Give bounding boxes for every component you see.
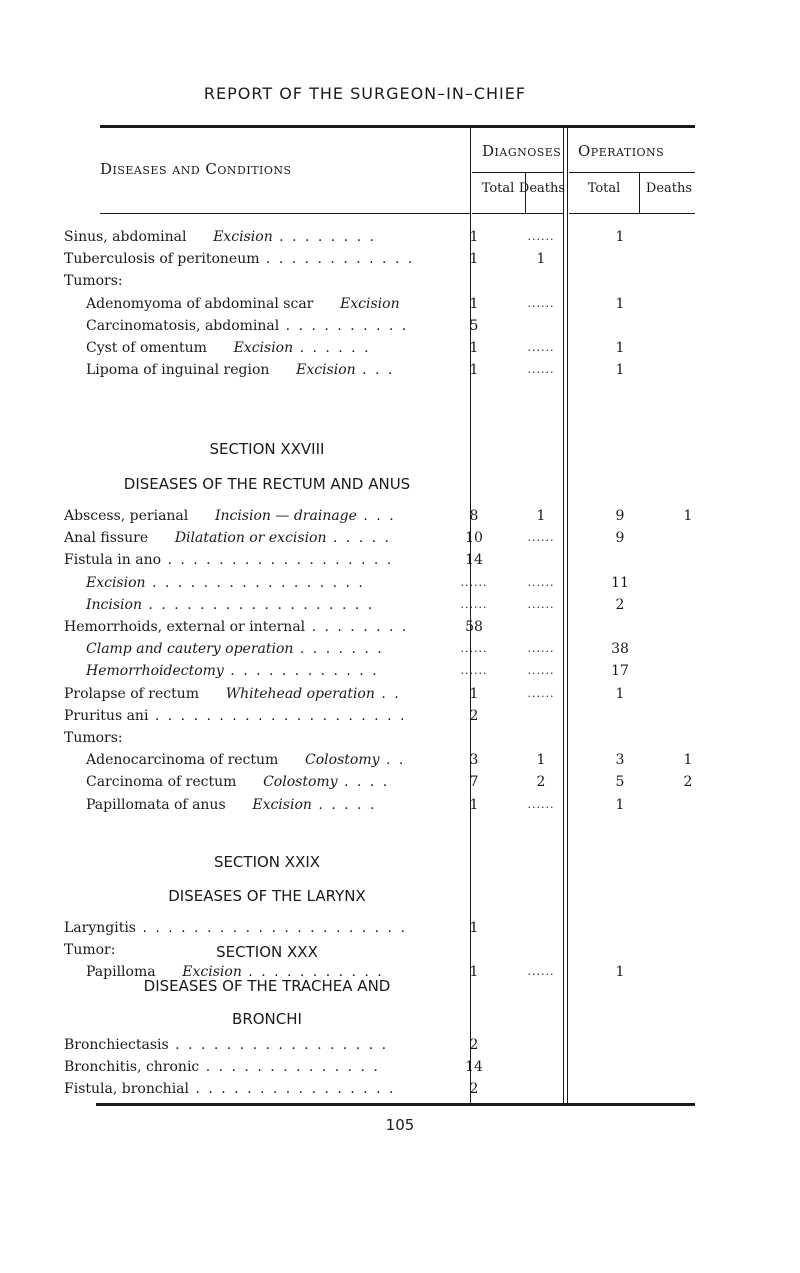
table-row (64, 594, 704, 616)
row-label (64, 549, 462, 571)
condition-name: Tumors: (64, 273, 123, 290)
table-row (64, 638, 704, 660)
row-label (86, 771, 462, 793)
row-label (86, 638, 462, 660)
row-label (86, 293, 462, 315)
table-row (64, 749, 704, 771)
condition-name: Cyst of omentum (86, 340, 207, 356)
subheader-diag-total: Total (481, 181, 515, 196)
dot-leader: . . . . . . (293, 340, 371, 356)
cell-d-deaths: ...... (527, 642, 555, 656)
section-heading: DISEASES OF THE RECTUM AND ANUS (123, 475, 411, 493)
dot-leader: . . . . . . . . (272, 229, 376, 245)
cell-o-total: 1 (615, 295, 625, 312)
cell-o-total: 5 (615, 774, 625, 791)
dot-leader: . . . . . . . . . . . . . . . . . . (141, 596, 375, 613)
procedure-name: Incision (86, 596, 142, 613)
cell-o-total: 38 (611, 641, 629, 658)
cell-d-deaths: ...... (527, 797, 555, 811)
section-heading: BRONCHI (232, 1010, 302, 1028)
cell-d-total: 14 (465, 1059, 483, 1076)
procedure-name: Excision (296, 362, 356, 379)
table-row (64, 527, 704, 549)
condition-name: Carcinoma of rectum (86, 774, 237, 791)
row-label (86, 359, 462, 381)
table-row (64, 794, 704, 816)
subheader-op-total: Total (587, 181, 621, 196)
cell-d-total: 58 (465, 619, 483, 635)
cell-d-deaths: 1 (536, 508, 546, 524)
dot-leader: . . . . . . . . . . . . . . . . . . (161, 552, 394, 569)
cell-d-total: 1 (469, 796, 479, 813)
cell-d-total: 2 (469, 707, 479, 724)
condition-name: Adenocarcinoma of rectum (86, 752, 279, 769)
row-label (64, 917, 462, 939)
row-label (64, 727, 462, 749)
procedure-name: Excision (86, 574, 146, 591)
dot-leader: . . . . . (311, 796, 377, 813)
table-row (64, 771, 704, 793)
cell-d-total: 2 (469, 1081, 479, 1098)
cell-o-total: 3 (615, 752, 625, 769)
cell-o-total: 9 (615, 508, 625, 524)
cell-d-deaths: 2 (536, 774, 546, 791)
procedure-name: Colostomy (305, 752, 380, 769)
cell-o-deaths: 1 (683, 508, 693, 524)
row-label (86, 794, 462, 816)
dot-leader: . . . . . . . . (305, 619, 409, 635)
table-top-rule (100, 125, 695, 128)
dot-leader: . . . . . . . . . . . . . . . . (189, 1081, 396, 1098)
procedure-name: Incision — drainage (214, 508, 357, 524)
column-header-operations: Operations (578, 142, 665, 160)
cell-d-deaths: ...... (527, 575, 555, 589)
cell-d-deaths: ...... (527, 531, 555, 545)
procedure-name: Colostomy (263, 774, 338, 791)
table-row (64, 660, 704, 682)
procedure-name: Clamp and cautery operation (86, 641, 294, 658)
cell-d-total: ...... (460, 597, 488, 611)
cell-d-total: ...... (460, 664, 488, 678)
procedure-name: Hemorrhoidectomy (86, 663, 224, 680)
cell-o-total: 2 (615, 596, 625, 613)
condition-name: Tumor: (64, 942, 116, 959)
cell-o-total: 9 (615, 530, 625, 547)
condition-name: Tumors: (64, 730, 123, 746)
table-row (64, 293, 704, 315)
condition-name: Fistula, bronchial (64, 1081, 190, 1098)
section-heading: SECTION XXIX (213, 853, 321, 871)
header-bottom-rule (569, 213, 695, 214)
table-row (64, 705, 704, 727)
section-heading: DISEASES OF THE TRACHEA AND (143, 977, 391, 995)
cell-o-deaths: 2 (683, 774, 693, 791)
row-label (64, 226, 462, 248)
cell-d-total: 8 (469, 508, 479, 524)
procedure-name: Dilatation or excision (174, 530, 327, 547)
column-header-diagnoses: Diagnoses (482, 142, 562, 160)
table-row (64, 1078, 704, 1100)
row-label (64, 1078, 462, 1100)
table-row (64, 917, 704, 939)
cell-d-total: 1 (469, 362, 479, 379)
cell-d-total: 1 (469, 340, 479, 356)
header-bottom-rule (472, 213, 563, 214)
dot-leader: . . . . . . . . . . . . . . . . . . . . (148, 707, 407, 724)
section-heading: SECTION XXX (216, 943, 318, 961)
condition-name: Anal fissure (64, 530, 149, 547)
table-row (64, 226, 704, 248)
cell-d-deaths: ...... (527, 341, 555, 354)
cell-o-total: 1 (615, 340, 625, 356)
cell-d-total: 14 (465, 552, 483, 569)
cell-d-total: 1 (469, 295, 479, 312)
row-label (64, 270, 462, 292)
cell-d-deaths: ...... (527, 965, 555, 979)
cell-d-total: 7 (469, 774, 479, 791)
column-header-diseases: Diseases and Conditions (100, 160, 292, 178)
cell-d-total: 2 (469, 1037, 479, 1053)
page-number: 105 (385, 1116, 415, 1134)
table-row (64, 727, 704, 749)
cell-d-total: 5 (469, 317, 479, 334)
procedure-name: Excision (213, 229, 273, 245)
row-label (64, 1056, 462, 1078)
condition-name: Hemorrhoids, external or internal (64, 619, 306, 635)
cell-d-total: 1 (469, 964, 479, 981)
section-heading: DISEASES OF THE LARYNX (168, 887, 366, 905)
header-bottom-rule (100, 213, 470, 214)
procedure-name: Excision (340, 295, 400, 312)
row-label (64, 248, 462, 270)
cell-d-total: ...... (460, 642, 488, 656)
dot-leader: . . . . . . . . . . . . . . . . . . . . . (136, 920, 407, 936)
row-label (86, 572, 462, 594)
condition-name: Carcinomatosis, abdominal (86, 317, 280, 334)
dot-leader: . . (374, 685, 401, 702)
dot-leader: . . . . . (326, 530, 392, 547)
condition-name: Tuberculosis of peritoneum (64, 251, 260, 268)
condition-name: Bronchiectasis (64, 1037, 169, 1053)
condition-name: Bronchitis, chronic (64, 1059, 200, 1076)
condition-name: Sinus, abdominal (64, 229, 187, 245)
row-label (86, 315, 462, 337)
procedure-name: Whitehead operation (225, 685, 375, 702)
dot-leader: . . (379, 752, 406, 769)
table-row (64, 359, 704, 381)
section-heading: SECTION XXVIII (209, 440, 325, 458)
dot-leader: . . . (355, 362, 395, 379)
procedure-name: Excision (252, 796, 312, 813)
cell-d-total: 1 (469, 251, 479, 268)
row-label (86, 660, 462, 682)
dot-leader: . . . . . . . . . . . . . . . . . (168, 1037, 389, 1053)
cell-d-total: 10 (465, 530, 483, 547)
cell-d-deaths: ...... (527, 597, 555, 611)
row-label (86, 337, 462, 359)
cell-o-total: 1 (615, 229, 625, 245)
cell-d-deaths: ...... (527, 363, 555, 377)
dot-leader: . . . . . . . . . . (279, 317, 409, 334)
row-label (86, 749, 462, 771)
cell-o-deaths: 1 (683, 752, 693, 769)
dot-leader: . . . . . . . (293, 641, 384, 658)
subheader-diag-deaths: Deaths (518, 181, 566, 196)
table-row (64, 1056, 704, 1078)
cell-d-total: ...... (460, 575, 488, 589)
dot-leader: . . . . . . . . . . . . . . . . . (145, 574, 365, 591)
table-row (64, 616, 704, 638)
row-label (64, 527, 462, 549)
row-label (64, 616, 462, 638)
dot-leader: . . . . (337, 774, 390, 791)
cell-o-total: 11 (611, 574, 629, 591)
row-label (86, 594, 462, 616)
condition-name: Lipoma of inguinal region (86, 362, 270, 379)
header-sub-rule (472, 172, 563, 173)
condition-name: Fistula in ano (64, 552, 162, 569)
table-row (64, 1034, 704, 1056)
cell-d-total: 1 (469, 229, 479, 245)
condition-name: Papillomata of anus (86, 796, 226, 813)
table-row (64, 270, 704, 292)
condition-name: Prolapse of rectum (64, 685, 200, 702)
cell-d-total: 1 (469, 920, 479, 936)
procedure-name: Excision (233, 340, 294, 356)
table-row (64, 337, 704, 359)
dot-leader: . . . . . . . . . . . (241, 964, 384, 981)
table-row (64, 683, 704, 705)
row-label (64, 705, 462, 727)
table-row (64, 248, 704, 270)
cell-d-deaths: 1 (536, 752, 546, 769)
cell-o-total: 1 (615, 362, 625, 379)
cell-d-deaths: ...... (527, 230, 555, 243)
cell-o-total: 1 (615, 685, 625, 702)
cell-d-deaths: ...... (527, 296, 555, 310)
procedure-name: Excision (182, 964, 242, 981)
condition-name: Laryngitis (64, 920, 136, 936)
dot-leader: . . . . . . . . . . . . (223, 663, 379, 680)
condition-name: Adenomyoma of abdominal scar (86, 295, 314, 312)
header-sub-rule (569, 172, 695, 173)
condition-name: Pruritus ani (64, 707, 149, 724)
cell-o-total: 1 (615, 796, 625, 813)
dot-leader: . . . . . . . . . . . . (259, 251, 415, 268)
cell-d-total: 1 (469, 685, 479, 702)
dot-leader: . . . (356, 508, 396, 524)
cell-d-deaths: 1 (536, 251, 546, 268)
row-label (64, 505, 462, 527)
row-label (64, 1034, 462, 1056)
cell-o-total: 1 (615, 964, 625, 981)
subheader-op-deaths: Deaths (645, 181, 693, 196)
row-label (64, 683, 462, 705)
table-row (64, 505, 704, 527)
cell-d-total: 3 (469, 752, 479, 769)
cell-d-deaths: ...... (527, 686, 555, 700)
cell-d-deaths: ...... (527, 664, 555, 678)
page-title: REPORT OF THE SURGEON–IN–CHIEF (203, 84, 527, 103)
condition-name: Abscess, perianal (64, 508, 189, 524)
table-bottom-rule (96, 1103, 695, 1106)
dot-leader: . . . . . . . . . . . . . . (199, 1059, 380, 1076)
table-row (64, 549, 704, 571)
table-row (64, 572, 704, 594)
condition-name: Papilloma (86, 964, 156, 981)
cell-o-total: 17 (611, 663, 629, 680)
table-row (64, 315, 704, 337)
